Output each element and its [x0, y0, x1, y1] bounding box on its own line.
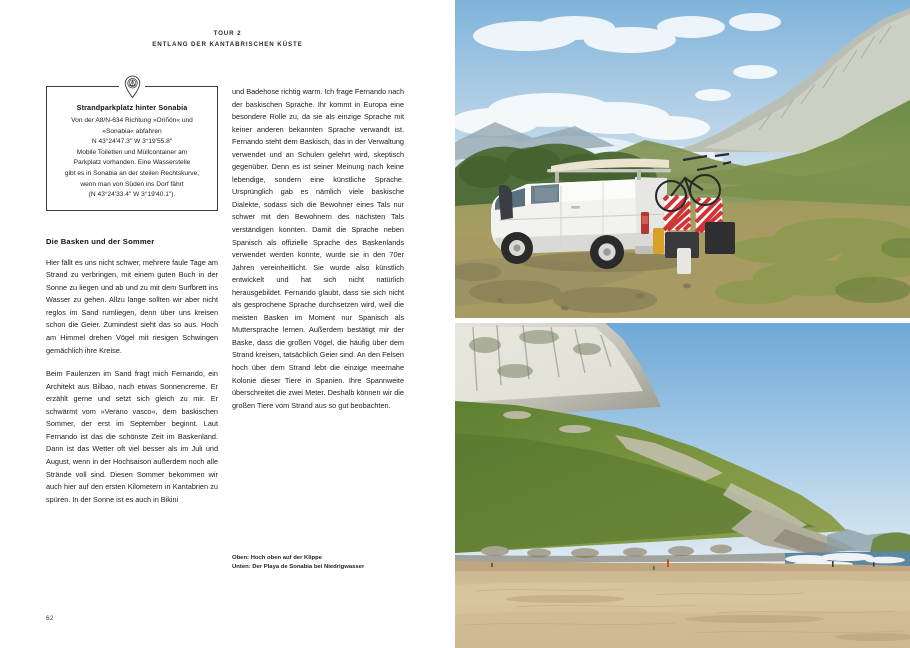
section-title: Die Basken und der Sommer — [46, 236, 155, 246]
column-right — [232, 86, 404, 412]
body-paragraph: Hier fällt es uns nicht schwer, mehrere faule Tage am Strand zu verbringen, mit einem guten Buch in der Sonne zu liegen und ab und zu mit dem Surfbrett ins Wasser zu gehen. Allzu lange sollten wir aber nicht reglos im Sand rumliegen, denn über uns kreisen schon die Geier. Zumindest sieht das so aus. Hoch am Himmel drehen Vögel mit riesigen Schwingen gemächlich ihre Kreise. — [46, 257, 218, 355]
photo-playa-de-sonabia — [455, 323, 910, 648]
info-line-coordinates-water: (N 43°24'33.4" W 3°19'40.1"). — [88, 191, 176, 199]
map-pin-tent-icon — [119, 74, 145, 100]
running-head — [0, 28, 455, 50]
info-line: Mobile Toiletten und Müllcontainer am — [76, 148, 188, 156]
body-paragraph: und Badehose richtig warm. Ich frage Fernando nach der baskischen Sprache. Ihr kommt in Europa eine besondere Rolle zu, da sie als einzige Sprache mit keiner anderen bekannten Sprache verwandt ist. Fernando steht dem Baskisch, das in der Verwaltung verwendet und an Schulen gelehrt wird, skeptisch gegenüber. Denn es ist seiner Meinung nach keine lebendige, sondern eine künstliche Sprache. Ursprünglich gab es nämlich viele baskische Dialekte, sodass sich die Bewohner eines Tals nur schwer mit den Bewohnern des nächsten Tals verständigen konnten. Damit die Sprache neben Spanisch als offizielle Sprache des Baskenlands verwendet werden konnte, wurde sie in den 70er Jahren vereinheitlicht. Sie wurde also künstlich entwickelt und hat sich nicht natürlich herausgebildet. Fernando glaubt, dass sie sich nicht als gesprochene Sprache durchsetzen wird, weil die meisten Basken im Moment nur Spanisch als Muttersprache lernen. Außerdem bestätigt mir der Baske, dass die großen Vögel, die häufig über dem Strand kreisen, tatsächlich Geier sind. An den Felsen hoch über dem Strand lebt die einzige meernahe Kolonie dieser Tiere in Spanien. Ihre Spannweite überschreitet die zwei Meter. Deshalb können wir die großen Tiere vom Strand aus so gut beobachten. — [232, 87, 404, 410]
page-number: 62 — [46, 615, 54, 622]
info-box-lines — [53, 116, 211, 201]
caption-line-bottom: Unten: Der Playa de Sonabia bei Niedrigwasser — [232, 564, 365, 571]
info-box-title: Strandparkplatz hinter Sonabia — [76, 103, 188, 112]
running-head-line2: ENTLANG DER KANTABRISCHEN KÜSTE — [152, 41, 303, 48]
photo-van-on-clifftop — [455, 0, 910, 318]
photo-caption — [232, 554, 412, 573]
caption-line-top: Oben: Hoch oben auf der Klippe — [232, 555, 322, 561]
body-paragraph: Beim Faulenzen im Sand fragt mich Fernando, ein Architekt aus Bilbao, nach etwas Sonnencreme. Er erzählt gerne und setzt sich gleich zu mir. Er schwärmt vom »Verano vasco«, dem baskischen Sommer, der erst im September beginnt. Laut Fernando ist das die schönste Zeit im Baskenland. Dann ist das Wetter oft viel besser als im Juli und August, wenn in der Hochsaison außerdem noch alle Strände voll sind. Diesen Sommer bekommen wir auch hier auf den ersten Kilometern in Kantabrien zu spüren. In der Sonne ist es auch in Bikini — [46, 369, 218, 504]
info-line-coordinates-main: N 43°24'47.3" W 3°19'55.8" — [91, 138, 173, 146]
article-columns — [46, 86, 404, 586]
column-left — [46, 86, 218, 506]
info-line: »Sonabia« abfahren — [102, 127, 162, 135]
running-head-line1: TOUR 2 — [213, 30, 242, 37]
info-line: Parkplatz vorhanden. Eine Wasserstelle — [73, 159, 191, 167]
campsite-info-box — [46, 86, 218, 211]
info-line: wenn man von Süden ins Dorf fährt — [80, 180, 184, 188]
info-line: Von der A8/N-634 Richtung »Oriñón« und — [71, 117, 193, 124]
photo-page-right — [455, 0, 910, 648]
info-line: gibt es in Sonabia an der steilen Rechtskurve, — [64, 169, 200, 177]
